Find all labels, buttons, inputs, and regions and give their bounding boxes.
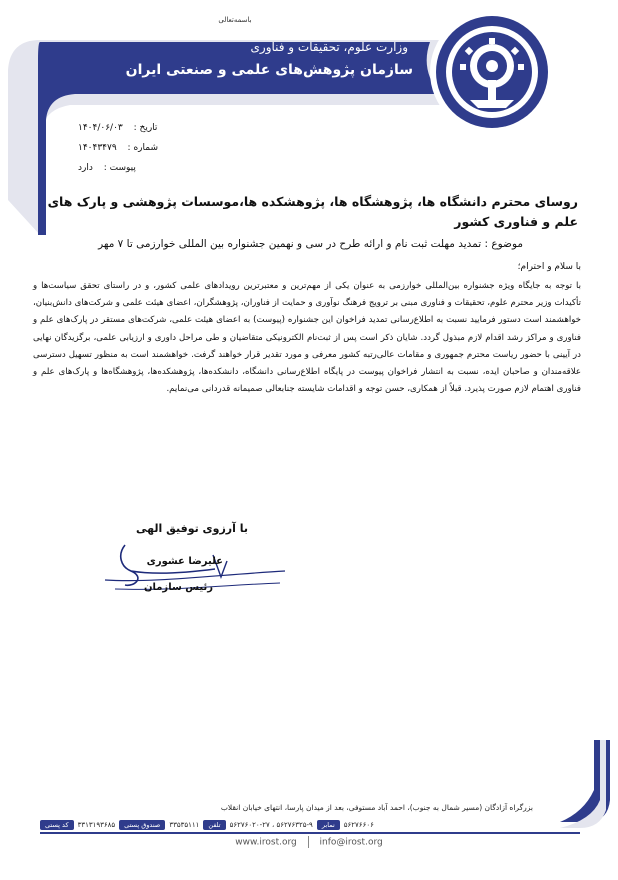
signature-prayer: با آرزوی توفیق الهی <box>135 522 248 535</box>
organization-name: سازمان پژوهش‌های علمی و صنعتی ایران <box>125 62 413 78</box>
attachment-row <box>78 163 136 173</box>
fax-value: ۵۶۲۷۶۶۰۶ <box>343 821 374 829</box>
footer-separator <box>308 836 309 848</box>
number-row <box>78 143 158 153</box>
date-row <box>78 123 157 133</box>
postal-code-value: ۳۳۱۳۱۹۳۶۸۵ <box>77 821 116 829</box>
signer-title: رئیس سازمان <box>143 582 213 593</box>
addressee: روسای محترم دانشگاه ها، پژوهشگاه ها، پژوهشکده ها،موسسات پژوهشی و پارک های علم و فناوری کشور <box>47 194 578 229</box>
handwritten-signature <box>95 525 295 615</box>
fax-label: نمابر <box>317 820 340 830</box>
phone-value: ۵۶۲۷۶۳۲۵-۹ ، ۵۶۲۷۶۰۲۰-۲۷ <box>229 821 313 829</box>
website-link[interactable]: www.irost.org <box>235 837 297 848</box>
footer-address: بزرگراه آزادگان (مسیر شمال به جنوب)، احمد آباد مستوفی، بعد از میدان پارسا، انتهای خیابان انقلاب <box>220 803 533 812</box>
ministry-name: وزارت علوم، تحقیقات و فناوری <box>250 40 408 54</box>
number-label: شماره : <box>127 143 158 153</box>
po-box-label: صندوق پستی <box>119 820 165 830</box>
date-value: ۱۴۰۴/۰۶/۰۳ <box>78 123 123 133</box>
salutation: با سلام و احترام؛ <box>517 262 581 272</box>
date-label: تاریخ : <box>133 123 158 133</box>
phone-label: تلفن <box>203 820 225 830</box>
attachment-label: پیوست : <box>103 163 136 173</box>
attachment-value: دارد <box>78 163 93 173</box>
letter-body: با توجه به جایگاه ویژه جشنواره بین‌المللی خوارزمی به عنوان یکی از مهم‌ترین و معتبرترین رویدادهای علمی کشور، و در راستای تحقق سیاست‌ها و تأکیدات وزیر محترم علوم، تحقیقات و فناوری مبنی بر ترویج فرهنگ نوآوری و حمایت از فناوران، پژوهشگران، اعضای هیئت علمی و شرکت‌های دانش‌بنیان، خواهشمند است دستور فرمایید نسبت به اطلاع‌رسانی تمدید فراخوان این جشنواره (پیوست) به اعضای هیئت علمی، شرکت‌های مستقر در پارک‌های علم و فناوری و مراکز رشد اقدام لازم مبذول گردد. شایان ذکر است پس از ثبت‌نام الکترونیکی متقاضیان و طی مراحل داوری و ارزیابی علمی، برگزیدگان نهایی در آیینی با حضور ریاست محترم جمهوری و مقامات عالی‌رتبه کشور معرفی و مورد تقدیر قرار خواهند گرفت. خواهشمند است به منظور تسهیل دسترسی علاقه‌مندان و صاحبان ایده، نسبت به انتشار فراخوان پیوست در پایگاه اطلاع‌رسانی دانشگاه، دانشکده‌ها، پژوهشکده‌ها، پژوهشگاه‌ها و پارک‌های علم و فناوری اهتمام لازم صورت پذیرد. قبلاً از همکاری، حسن توجه و اقدامات شایسته جنابعالی صمیمانه قدردانی می‌نمایم. <box>33 281 581 395</box>
number-value: ۱۴۰۴۳۴۷۹ <box>78 143 117 153</box>
postal-code-label: کد پستی <box>40 820 74 830</box>
footer-divider <box>40 832 580 834</box>
footer-contacts <box>40 818 578 832</box>
footer-web-row <box>0 836 618 848</box>
email-link[interactable]: info@irost.org <box>319 837 383 848</box>
po-box-value: ۳۳۵۳۵۱۱۱ <box>169 821 200 829</box>
bismillah-text: باسمه‌تعالی <box>218 16 252 24</box>
organization-logo <box>430 10 554 134</box>
signer-name: علیرضا عشوری <box>146 556 223 567</box>
subject-line: موضوع : تمدید مهلت ثبت نام و ارائه طرح در سی و نهمین جشنواره بین المللی خوارزمی تا ۷ مهر <box>98 238 523 250</box>
